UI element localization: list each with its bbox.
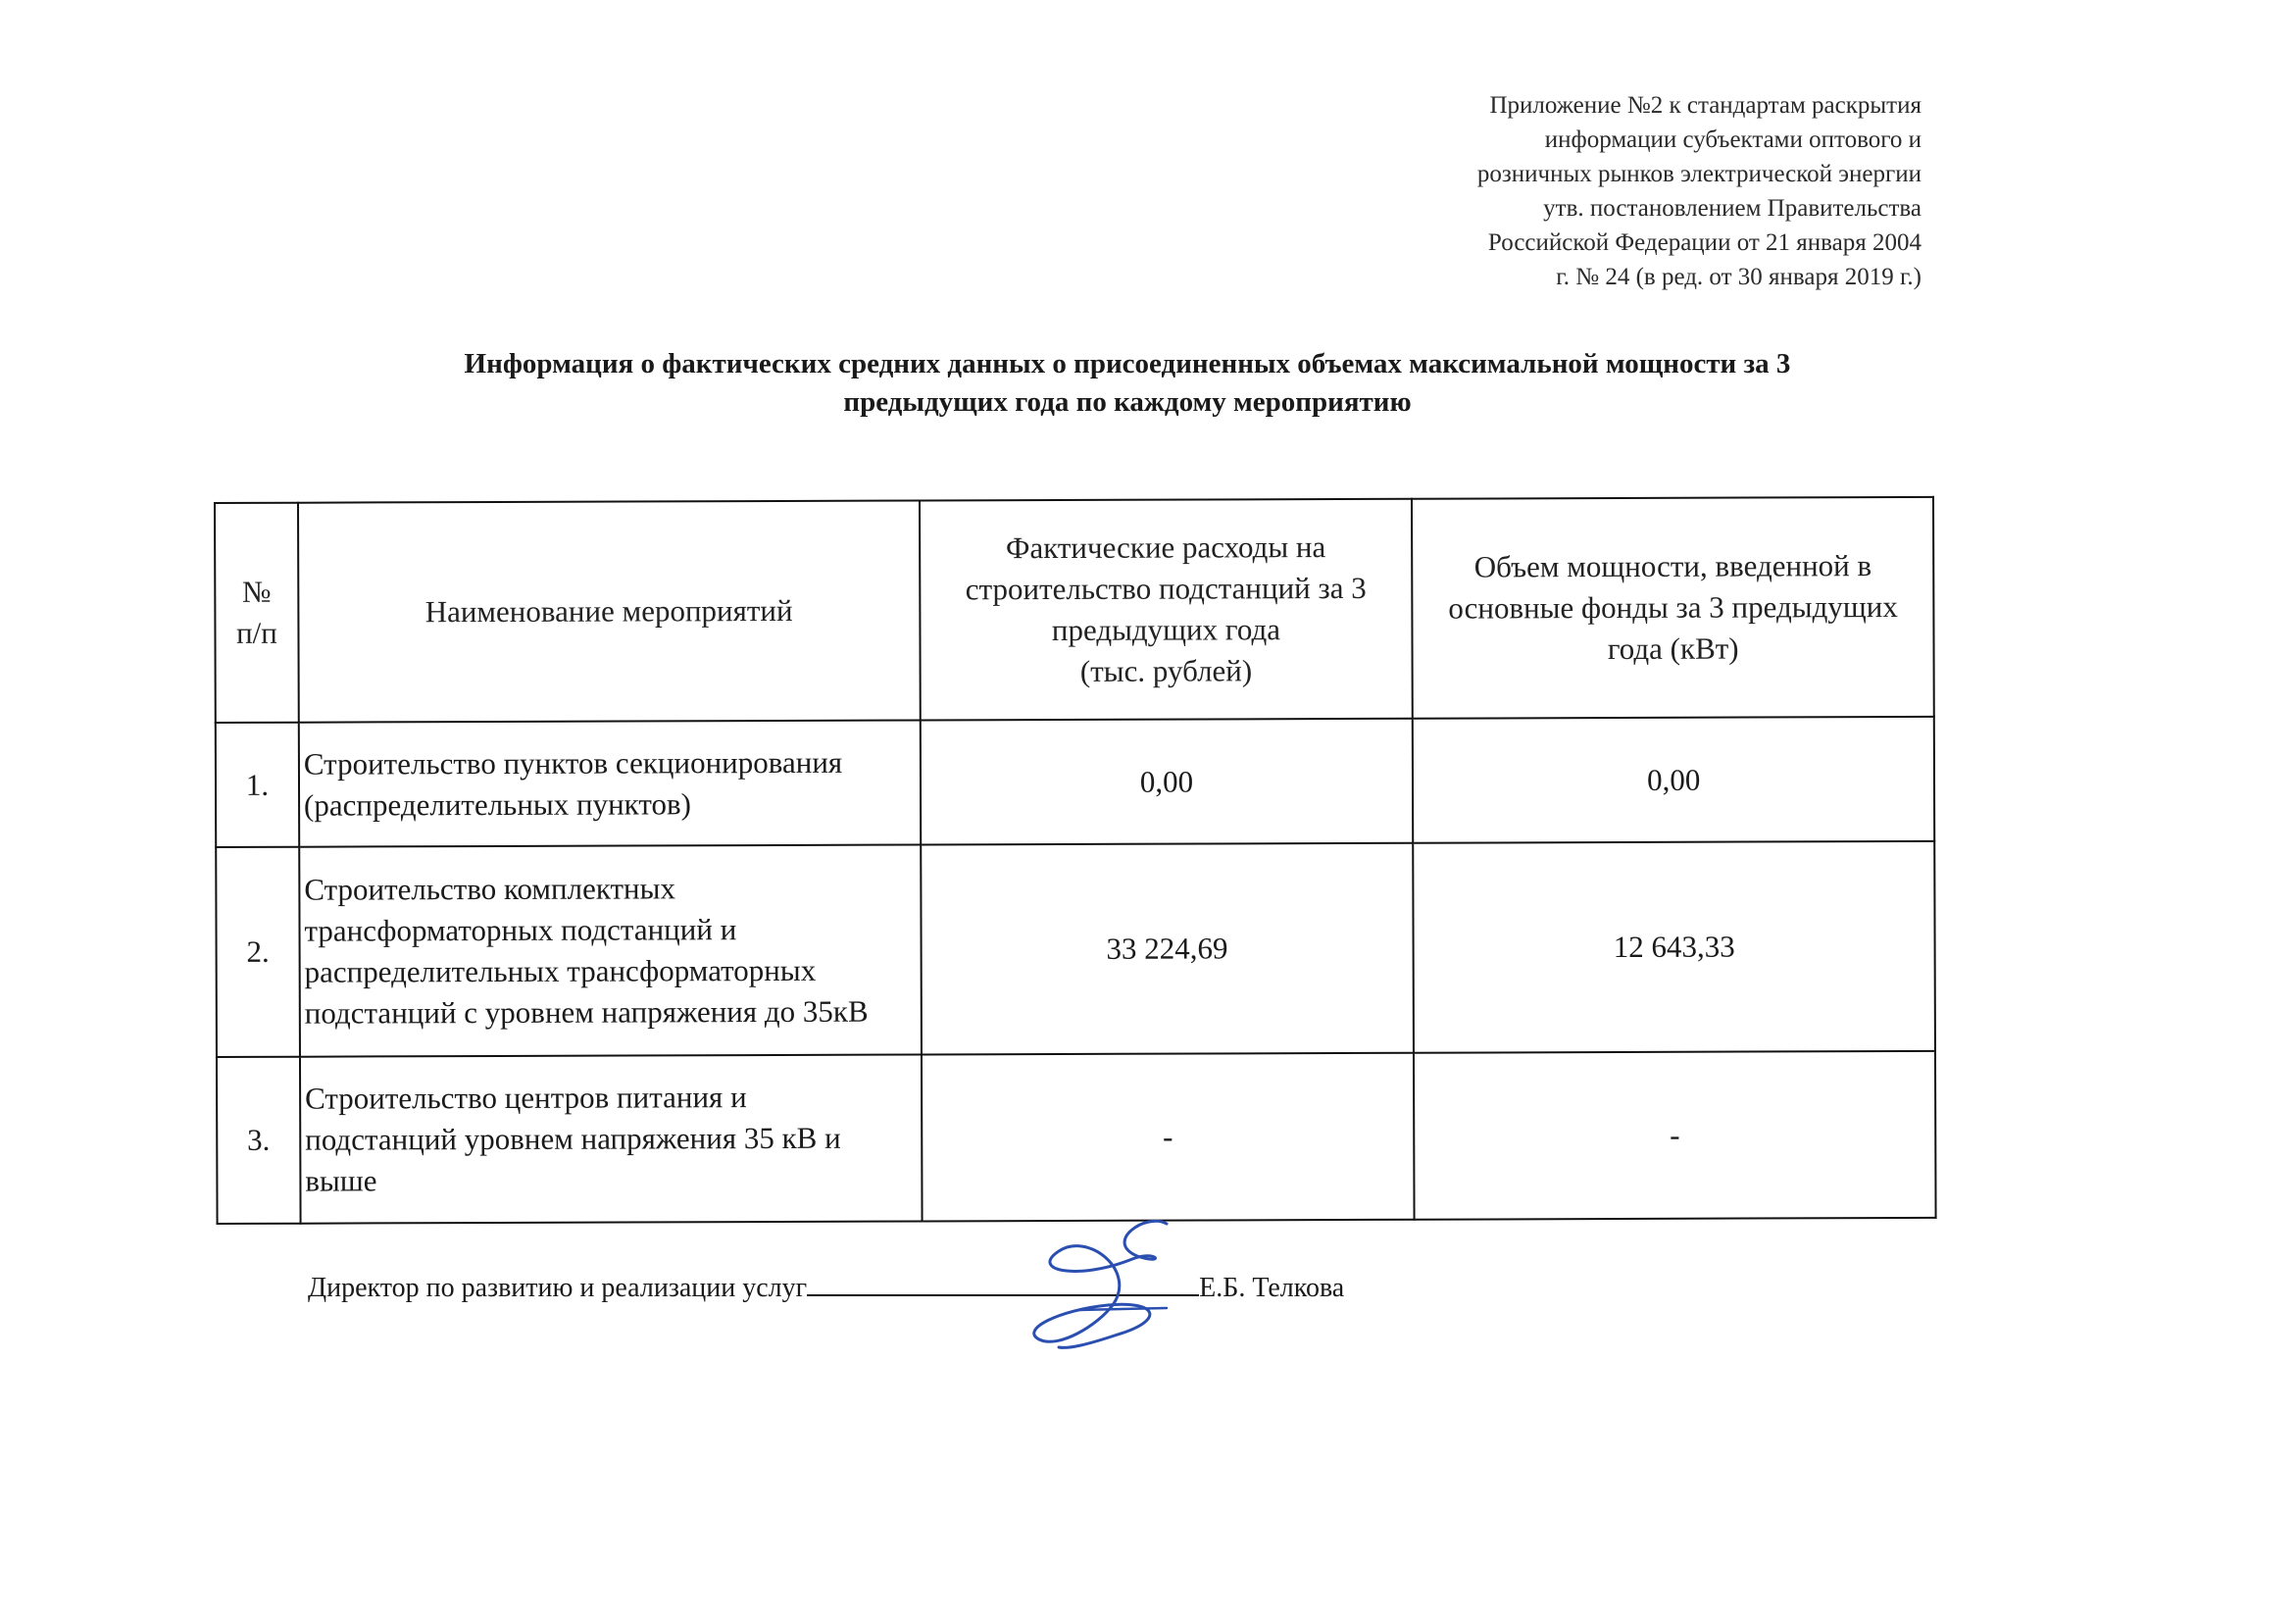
header-cost-line: (тыс. рублей)	[1079, 653, 1253, 688]
annex-line: розничных рынков электрической энергии	[1476, 161, 1922, 187]
row-name-line: подстанций с уровнем напряжения до 35кВ	[304, 993, 869, 1031]
row-name	[299, 844, 921, 1056]
annex-line: Приложение №2 к стандартам раскрытия	[1489, 92, 1922, 119]
header-power-line: Объем мощности, введенной в	[1473, 548, 1872, 584]
annex-line: утв. постановлением Правительства	[1543, 195, 1922, 222]
row-cost: 0,00	[920, 719, 1413, 845]
row-num: 2.	[216, 847, 300, 1057]
annex-reference	[1373, 88, 1922, 294]
header-power-line: года (кВт)	[1607, 630, 1739, 667]
table-row	[217, 1051, 1936, 1224]
signer-name: Е.Б. Телкова	[1199, 1273, 1345, 1303]
row-name-line: трансформаторных подстанций и	[304, 912, 737, 948]
annex-line: информации субъектами оптового и	[1544, 126, 1922, 153]
row-power: 12 643,33	[1414, 841, 1935, 1053]
row-num: 3.	[217, 1057, 301, 1224]
table-row	[216, 717, 1934, 847]
header-num-line: №	[241, 574, 272, 609]
header-cost	[920, 499, 1414, 721]
title-line-2: предыдущих года по каждому мероприятию	[843, 386, 1412, 418]
signer-position: Директор по развитию и реализации услуг	[308, 1273, 808, 1303]
title-line-1: Информация о фактических средних данных о присоединенных объемах максимальной мощности за 3	[464, 348, 1791, 379]
header-power	[1412, 497, 1933, 719]
row-name-line: распределительных трансформаторных	[304, 952, 817, 989]
row-name-line: (распределительных пунктов)	[303, 785, 691, 823]
row-name-line: Строительство комплектных	[304, 871, 676, 907]
row-num: 1.	[216, 723, 299, 847]
row-cost: -	[922, 1053, 1415, 1222]
document-title	[294, 345, 1961, 422]
header-cost-line: предыдущих года	[1051, 612, 1281, 648]
table-header-row	[215, 497, 1934, 723]
header-name	[298, 500, 920, 722]
annex-line: г. № 24 (в ред. от 30 января 2019 г.)	[1556, 264, 1922, 290]
row-name	[299, 720, 921, 846]
handwritten-signature	[1020, 1212, 1225, 1359]
row-name-line: Строительство пунктов секционирования	[303, 744, 843, 781]
row-cost: 33 224,69	[921, 843, 1415, 1055]
row-name-line: выше	[305, 1163, 377, 1198]
row-name	[300, 1054, 922, 1223]
signature-stroke	[1034, 1221, 1167, 1347]
header-cost-line: Фактические расходы на	[1005, 529, 1326, 566]
activities-table	[214, 496, 1937, 1225]
annex-line: Российской Федерации от 21 января 2004	[1487, 229, 1922, 256]
row-power: 0,00	[1413, 717, 1934, 843]
row-name-line: подстанций уровнем напряжения 35 кВ и	[305, 1120, 841, 1157]
header-power-line: основные фонды за 3 предыдущих	[1448, 589, 1898, 626]
header-name-text: Наименование мероприятий	[424, 592, 793, 630]
row-power: -	[1414, 1051, 1935, 1220]
header-cost-line: строительство подстанций за 3	[965, 570, 1367, 607]
table-row	[216, 841, 1935, 1057]
header-num-line: п/п	[235, 615, 277, 650]
row-name-line: Строительство центров питания и	[304, 1080, 747, 1116]
header-num	[215, 503, 299, 723]
